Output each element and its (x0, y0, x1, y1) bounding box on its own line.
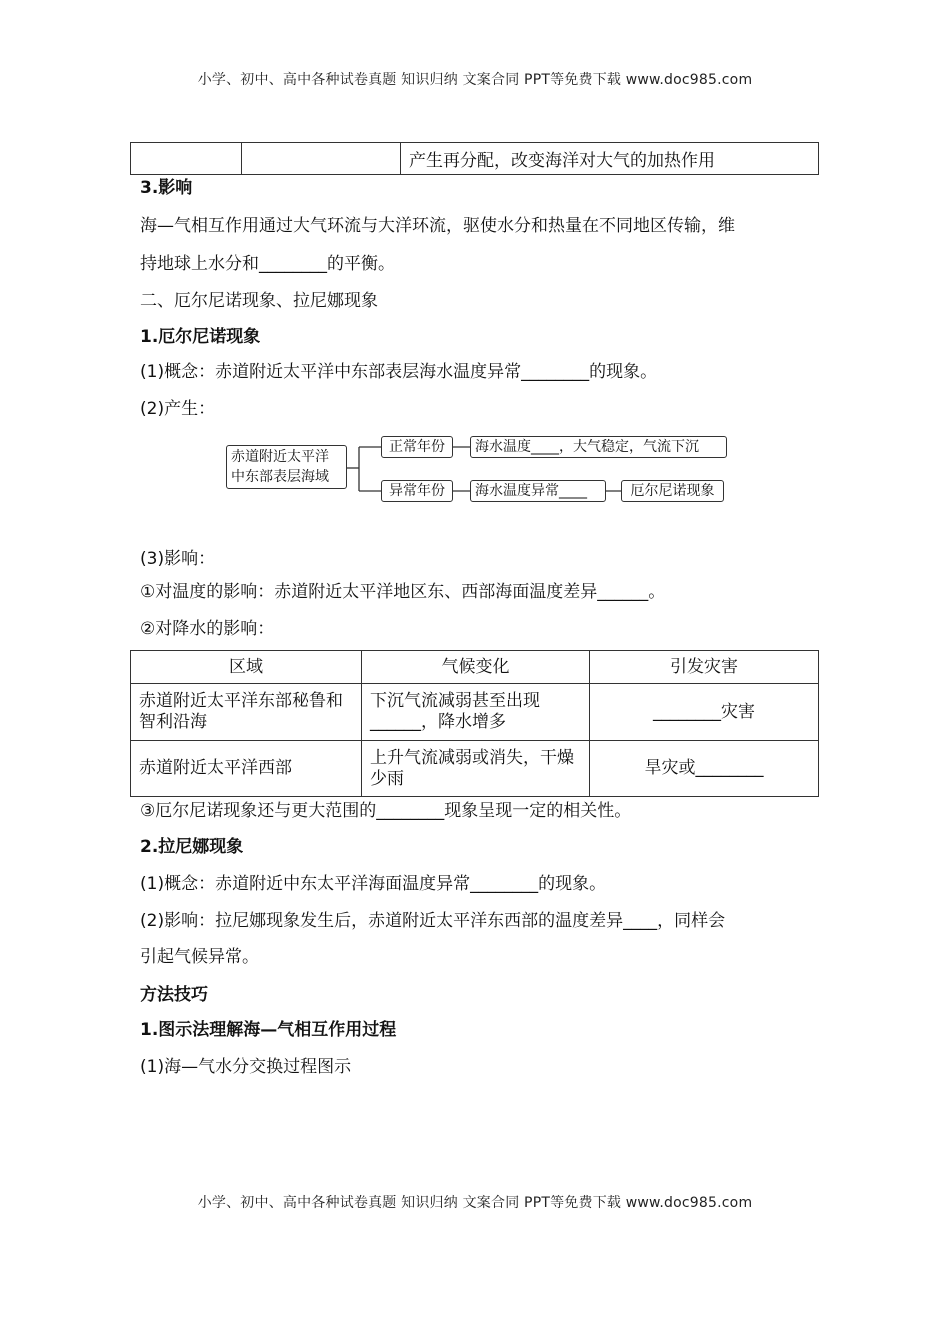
diagram-abnormal-temp: 海水温度异常____ (470, 480, 606, 502)
table-cell: 下沉气流减弱甚至出现______，降水增多 (362, 684, 590, 741)
section-title: 1.图示法理解海—气相互作用过程 (140, 1020, 397, 1040)
paragraph: (2)影响：拉尼娜现象发生后，赤道附近太平洋东西部的温度差异____，同样会 (140, 911, 726, 931)
paragraph: ③厄尔尼诺现象还与更大范围的________现象呈现一定的相关性。 (140, 801, 632, 821)
table-cell: 赤道附近太平洋西部 (131, 741, 362, 797)
paragraph: ②对降水的影响： (140, 619, 275, 639)
page-footer: 小学、初中、高中各种试卷真题 知识归纳 文案合同 PPT等免费下载 www.doc985.com (197, 1195, 753, 1211)
diagram-normal-result: 海水温度____，大气稳定，气流下沉 (470, 436, 727, 458)
section-title: 方法技巧 (140, 985, 208, 1005)
section-title: 3.影响 (140, 178, 193, 198)
paragraph: 持地球上水分和________的平衡。 (140, 254, 395, 274)
rainfall-impact-table (130, 650, 819, 797)
paragraph: (1)概念：赤道附近中东太平洋海面温度异常________的现象。 (140, 874, 607, 894)
table-cell: 上升气流减弱或消失，干燥少雨 (362, 741, 590, 797)
part-heading: 二、厄尔尼诺现象、拉尼娜现象 (140, 291, 378, 311)
diagram-el-nino: 厄尔尼诺现象 (621, 480, 724, 502)
table-header: 气候变化 (362, 651, 590, 684)
diagram-source-line: 赤道附近太平洋 (231, 449, 329, 465)
table-row (131, 741, 819, 797)
paragraph: (1)海—气水分交换过程图示 (140, 1057, 352, 1077)
paragraph: ①对温度的影响：赤道附近太平洋地区东、西部海面温度差异______。 (140, 582, 666, 602)
diagram-source-box (226, 445, 347, 489)
diagram-source-line: 中东部表层海域 (231, 469, 329, 485)
table-cell: 赤道附近太平洋东部秘鲁和智利沿海 (131, 684, 362, 741)
paragraph: (1)概念：赤道附近太平洋中东部表层海水温度异常________的现象。 (140, 362, 658, 382)
section-title: 1.厄尔尼诺现象 (140, 327, 261, 347)
table-cell: 旱灾或________ (590, 741, 819, 797)
table-cell: 产生再分配，改变海洋对大气的加热作用 (401, 143, 819, 175)
paragraph: (3)影响： (140, 549, 216, 569)
table-row (131, 684, 819, 741)
paragraph: (2)产生： (140, 399, 216, 419)
page-header: 小学、初中、高中各种试卷真题 知识归纳 文案合同 PPT等免费下载 www.doc985.com (197, 72, 753, 88)
paragraph: 海—气相互作用通过大气环流与大洋环流，驱使水分和热量在不同地区传输，维 (140, 216, 735, 236)
table-cell: ________灾害 (590, 684, 819, 741)
table-header: 区域 (131, 651, 362, 684)
paragraph: 引起气候异常。 (140, 947, 259, 967)
diagram-abnormal-year: 异常年份 (381, 480, 453, 502)
table-header: 引发灾害 (590, 651, 819, 684)
section-title: 2.拉尼娜现象 (140, 837, 244, 857)
diagram-normal-year: 正常年份 (381, 436, 453, 458)
